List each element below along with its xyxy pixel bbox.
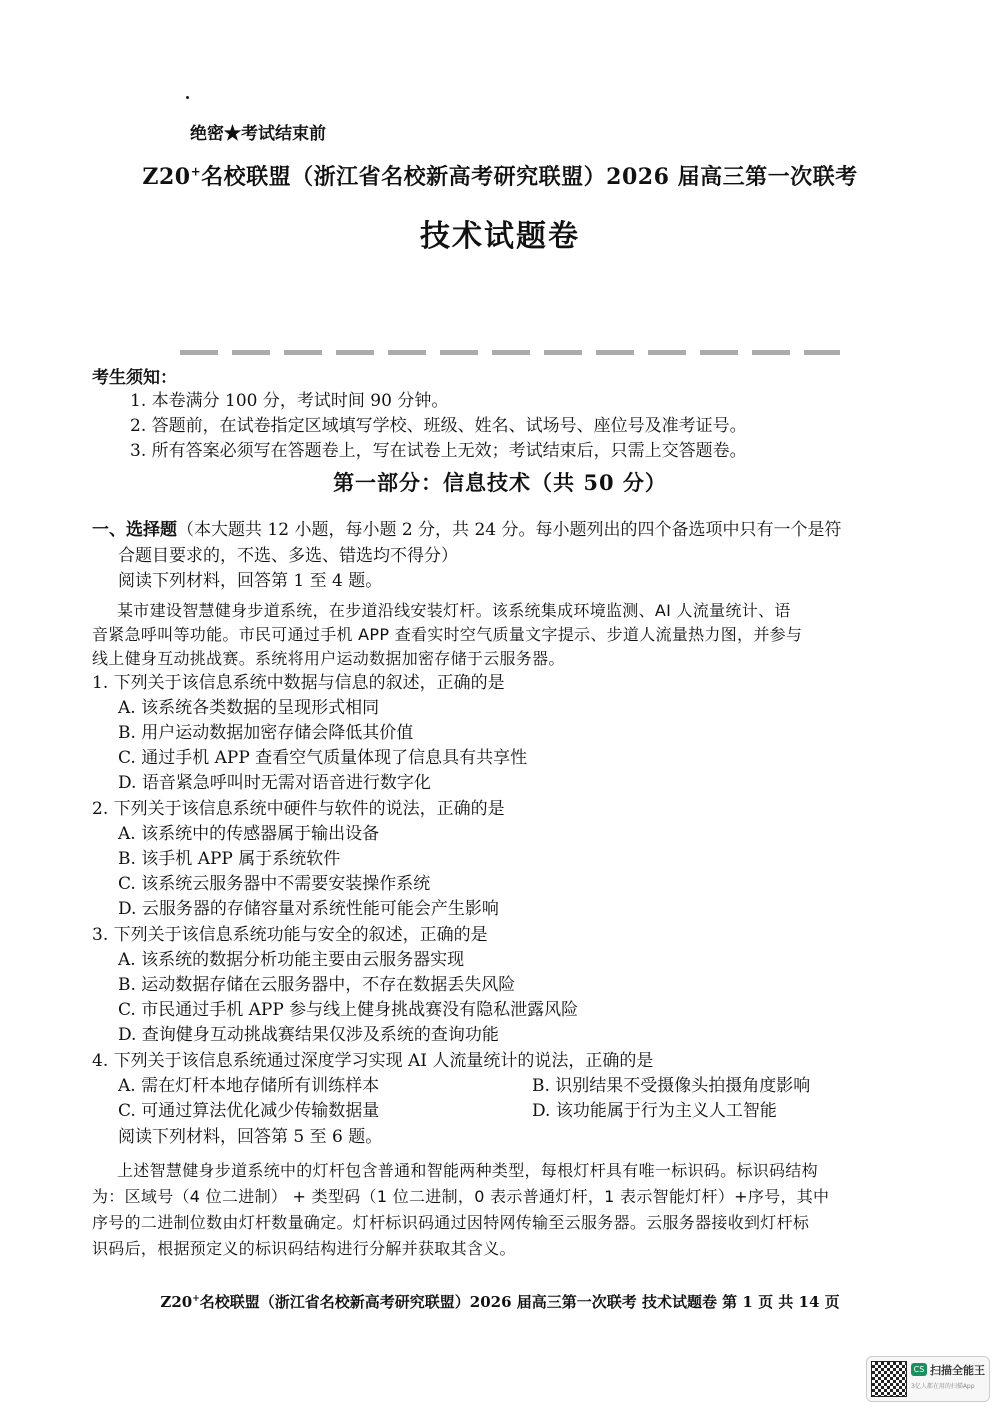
notice-item: 1. 本卷满分 100 分，考试时间 90 分钟。 xyxy=(130,391,449,411)
watermark-subtitle: 3亿人都在用的扫描App xyxy=(911,1383,975,1390)
watermark-name: 扫描全能王 xyxy=(930,1364,985,1377)
option: A. 该系统的数据分析功能主要由云服务器实现 xyxy=(118,950,465,970)
read-instruction: 阅读下列材料，回答第 1 至 4 题。 xyxy=(118,571,383,591)
confidential-label: 绝密★考试结束前 xyxy=(190,124,326,144)
question-stem: 2. 下列关于该信息系统中硬件与软件的说法，正确的是 xyxy=(92,799,505,819)
option: B. 识别结果不受摄像头拍摄角度影响 xyxy=(532,1076,811,1096)
option: D. 查询健身互动挑战赛结果仅涉及系统的查询功能 xyxy=(118,1025,499,1045)
option: D. 语音紧急呼叫时无需对语音进行数字化 xyxy=(118,773,431,793)
stray-dot xyxy=(186,96,189,99)
question-stem: 4. 下列关于该信息系统通过深度学习实现 AI 人流量统计的说法，正确的是 xyxy=(92,1051,654,1071)
option: C. 该系统云服务器中不需要安装操作系统 xyxy=(118,874,431,894)
passage-line: 序号的二进制位数由灯杆数量确定。灯杆标识码通过因特网传输至云服务器。云服务器接收到灯杆标 xyxy=(92,1213,810,1232)
passage-line: 为：区域号（4 位二进制） + 类型码（1 位二进制，0 表示普通灯杆，1 表示智能灯杆）+序号，其中 xyxy=(92,1187,830,1206)
notice-item: 3. 所有答案必须写在答题卷上，写在试卷上无效；考试结束后，只需上交答题卷。 xyxy=(130,441,747,461)
passage-line: 上述智慧健身步道系统中的灯杆包含普通和智能两种类型，每根灯杆具有唯一标识码。标识码结构 xyxy=(117,1161,818,1180)
notice-heading: 考生须知： xyxy=(92,368,177,388)
option: A. 该系统中的传感器属于输出设备 xyxy=(118,824,380,844)
option: C. 通过手机 APP 查看空气质量体现了信息具有共享性 xyxy=(118,748,528,768)
paper-subtitle: 技术试题卷 xyxy=(420,219,580,254)
option: A. 该系统各类数据的呈现形式相同 xyxy=(118,698,380,718)
qr-code-icon xyxy=(871,1361,907,1397)
option: D. 云服务器的存储容量对系统性能可能会产生影响 xyxy=(118,899,499,919)
option: B. 运动数据存储在云服务器中，不存在数据丢失风险 xyxy=(118,975,516,995)
section-desc: 合题目要求的，不选、多选、错选均不得分） xyxy=(118,546,458,566)
option: C. 市民通过手机 APP 参与线上健身挑战赛没有隐私泄露风险 xyxy=(118,1000,579,1020)
read-instruction: 阅读下列材料，回答第 5 至 6 题。 xyxy=(118,1127,383,1147)
option: A. 需在灯杆本地存储所有训练样本 xyxy=(118,1076,380,1096)
passage-line: 音紧急呼叫等功能。市民可通过手机 APP 查看实时空气质量文字提示、步道人流量热力图，并参与 xyxy=(92,625,803,644)
option: B. 用户运动数据加密存储会降低其价值 xyxy=(118,723,414,743)
section-heading: 一、选择题（本大题共 12 小题，每小题 2 分，共 24 分。每小题列出的四个备选项中只有一个是符 xyxy=(92,520,842,540)
passage-line: 某市建设智慧健身步道系统，在步道沿线安装灯杆。该系统集成环境监测、AI 人流量统计、语 xyxy=(117,601,791,620)
notice-item: 2. 答题前，在试卷指定区域填写学校、班级、姓名、试场号、座位号及准考证号。 xyxy=(130,416,747,436)
exam-title: Z20+名校联盟（浙江省名校新高考研究联盟）2026 届高三第一次联考 xyxy=(142,164,858,190)
scan-smudge xyxy=(180,350,840,355)
option: C. 可通过算法优化减少传输数据量 xyxy=(118,1101,380,1121)
option: B. 该手机 APP 属于系统软件 xyxy=(118,849,341,869)
page-footer: Z20+名校联盟（浙江省名校新高考研究联盟）2026 届高三第一次联考 技术试题卷 第 1 页 共 14 页 xyxy=(160,1293,840,1311)
option: D. 该功能属于行为主义人工智能 xyxy=(532,1101,777,1121)
scanner-watermark xyxy=(866,1356,990,1402)
passage-line: 线上健身互动挑战赛。系统将用户运动数据加密存储于云服务器。 xyxy=(92,649,565,668)
question-stem: 1. 下列关于该信息系统中数据与信息的叙述，正确的是 xyxy=(92,673,505,693)
camscanner-logo-icon: CS xyxy=(911,1363,927,1376)
passage-line: 识码后，根据预定义的标识码结构进行分解并获取其含义。 xyxy=(92,1239,516,1258)
part-title: 第一部分：信息技术（共 50 分） xyxy=(333,470,667,495)
question-stem: 3. 下列关于该信息系统功能与安全的叙述，正确的是 xyxy=(92,925,488,945)
